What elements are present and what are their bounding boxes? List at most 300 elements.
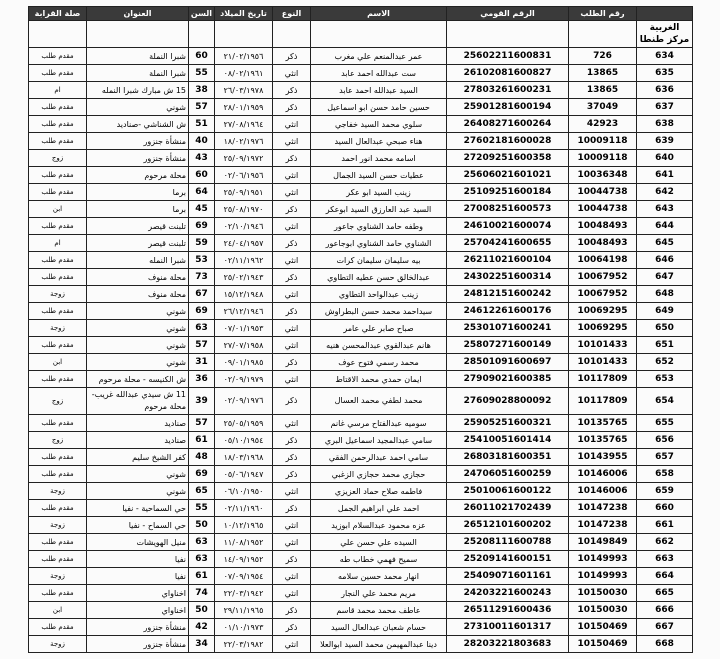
row-name: وطفه حامد الشناوي جاعور (311, 218, 447, 235)
row-name: زينب السيد ابو عكر (311, 184, 447, 201)
row-birthdate: ٢٥/٠٢/١٩٤٣ (215, 269, 273, 286)
row-age: 69 (189, 303, 215, 320)
table-row (29, 568, 693, 585)
row-request-no: 10150469 (569, 636, 637, 653)
row-seq: 644 (637, 218, 693, 235)
row-seq: 657 (637, 449, 693, 466)
row-birthdate: ١٠/١٢/١٩٦٥ (215, 517, 273, 534)
row-national-id: 25409071601161 (447, 568, 569, 585)
row-relation: مقدم طلب (29, 585, 87, 602)
row-address: شوني (87, 337, 189, 354)
row-birthdate: ١٥/١٢/١٩٤٨ (215, 286, 273, 303)
row-national-id: 24203221600243 (447, 585, 569, 602)
row-national-id: 26102081600827 (447, 65, 569, 82)
row-birthdate: ٠٢/١١/١٩٦٢ (215, 252, 273, 269)
table-row (29, 534, 693, 551)
row-birthdate: ٠٥/١٠/١٩٥٤ (215, 432, 273, 449)
table-row (29, 500, 693, 517)
row-name: اسامه محمد انور احمد (311, 150, 447, 167)
row-birthdate: ٢٢/٠٣/١٩٨٢ (215, 636, 273, 653)
row-request-no: 10150030 (569, 585, 637, 602)
row-seq: 655 (637, 415, 693, 432)
row-national-id: 25606021601021 (447, 167, 569, 184)
row-address: برما (87, 184, 189, 201)
row-age: 50 (189, 602, 215, 619)
header-address: العنوان (87, 7, 189, 21)
table-row (29, 65, 693, 82)
row-seq: 650 (637, 320, 693, 337)
row-seq: 648 (637, 286, 693, 303)
row-name: بيه سليمان سليمان كرات (311, 252, 447, 269)
row-age: 31 (189, 354, 215, 371)
row-gender: ذكر (273, 48, 311, 65)
row-relation: زوجة (29, 483, 87, 500)
row-gender: انثي (273, 320, 311, 337)
row-address: منيل الهويشات (87, 534, 189, 551)
row-name: هانم عبدالقوي عبدالمحسن هنيه (311, 337, 447, 354)
row-gender: ذكر (273, 82, 311, 99)
row-relation: زوجة (29, 568, 87, 585)
row-birthdate: ٢٨/٠١/١٩٥٩ (215, 99, 273, 116)
row-name: سوميه عبدالفتاح مرسي غانم (311, 415, 447, 432)
row-request-no: 10101433 (569, 354, 637, 371)
row-request-no: 10146006 (569, 483, 637, 500)
table-row (29, 320, 693, 337)
row-seq: 642 (637, 184, 693, 201)
row-name: ست عبدالله احمد عابد (311, 65, 447, 82)
row-request-no: 10147238 (569, 500, 637, 517)
row-birthdate: ٢٦/١٢/١٩٤٦ (215, 303, 273, 320)
row-name: انهار محمد حسين سلامه (311, 568, 447, 585)
row-request-no: 10009118 (569, 150, 637, 167)
row-address: شوني (87, 99, 189, 116)
row-name: محمد لطفي محمد العسال (311, 388, 447, 415)
table-row (29, 303, 693, 320)
row-name: حسام شعبان عبدالعال السيد (311, 619, 447, 636)
row-request-no: 10044738 (569, 201, 637, 218)
governorate-label: الغربية (649, 23, 680, 33)
row-request-no: 37049 (569, 99, 637, 116)
row-age: 63 (189, 551, 215, 568)
row-name: عزه محمود عبدالسلام ابوزيد (311, 517, 447, 534)
row-age: 67 (189, 286, 215, 303)
row-age: 43 (189, 150, 215, 167)
row-seq: 649 (637, 303, 693, 320)
row-seq: 659 (637, 483, 693, 500)
row-gender: ذكر (273, 466, 311, 483)
row-address: كفر الشيخ سليم (87, 449, 189, 466)
row-seq: 635 (637, 65, 693, 82)
row-age: 50 (189, 517, 215, 534)
row-birthdate: ٠٩/٠١/١٩٨٥ (215, 354, 273, 371)
table-row (29, 116, 693, 133)
row-age: 61 (189, 432, 215, 449)
row-gender: انثي (273, 184, 311, 201)
row-request-no: 10149993 (569, 568, 637, 585)
table-row (29, 619, 693, 636)
row-name: السيد عبدالله احمد عابد (311, 82, 447, 99)
row-address: نفيا (87, 568, 189, 585)
row-seq: 638 (637, 116, 693, 133)
row-relation: ابن (29, 354, 87, 371)
row-address: شبرا النملة (87, 48, 189, 65)
row-birthdate: ٠١/١٠/١٩٧٣ (215, 619, 273, 636)
row-request-no: 726 (569, 48, 637, 65)
row-address: منشأة جنزور (87, 619, 189, 636)
row-seq: 645 (637, 235, 693, 252)
row-birthdate: ١٨/٠٢/١٩٧٦ (215, 133, 273, 150)
row-relation: مقدم طلب (29, 551, 87, 568)
row-address: نفيا (87, 551, 189, 568)
row-request-no: 42923 (569, 116, 637, 133)
row-request-no: 13865 (569, 82, 637, 99)
row-relation: مقدم طلب (29, 65, 87, 82)
row-relation: مقدم طلب (29, 269, 87, 286)
row-relation: مقدم طلب (29, 500, 87, 517)
row-address: حي السماحية - نفيا (87, 500, 189, 517)
row-relation: ابن (29, 201, 87, 218)
row-birthdate: ٠٢/٠٩/١٩٧٦ (215, 388, 273, 415)
row-gender: ذكر (273, 449, 311, 466)
row-birthdate: ٢١/٠٢/١٩٥٦ (215, 48, 273, 65)
row-birthdate: ١١/٠٨/١٩٥٢ (215, 534, 273, 551)
row-relation: زوجة (29, 636, 87, 653)
row-relation: مقدم طلب (29, 48, 87, 65)
row-relation: مقدم طلب (29, 252, 87, 269)
row-national-id: 25301071600241 (447, 320, 569, 337)
governorate-cell (637, 21, 693, 48)
row-request-no: 10048493 (569, 235, 637, 252)
table-row (29, 167, 693, 184)
row-address: شوني (87, 466, 189, 483)
row-name: حجازي محمد حجازي الزغبي (311, 466, 447, 483)
row-national-id: 27008251600573 (447, 201, 569, 218)
row-seq: 658 (637, 466, 693, 483)
row-national-id: 26511291600436 (447, 602, 569, 619)
row-seq: 663 (637, 551, 693, 568)
row-age: 59 (189, 235, 215, 252)
row-age: 45 (189, 201, 215, 218)
row-seq: 667 (637, 619, 693, 636)
row-request-no: 10149993 (569, 551, 637, 568)
row-address: منشأة جنزور (87, 133, 189, 150)
row-seq: 666 (637, 602, 693, 619)
row-name: سلوي محمد السيد خفاجي (311, 116, 447, 133)
row-address: اخناواي (87, 602, 189, 619)
row-relation: مقدم طلب (29, 337, 87, 354)
row-national-id: 25901281600194 (447, 99, 569, 116)
row-address: محلة منوف (87, 269, 189, 286)
row-age: 63 (189, 320, 215, 337)
header-name: الاسم (311, 7, 447, 21)
row-national-id: 24302251600314 (447, 269, 569, 286)
row-address: شوني (87, 320, 189, 337)
table-row (29, 483, 693, 500)
row-gender: ذكر (273, 201, 311, 218)
row-gender: انثي (273, 483, 311, 500)
row-gender: انثي (273, 534, 311, 551)
row-gender: ذكر (273, 432, 311, 449)
row-national-id: 26011021702439 (447, 500, 569, 517)
row-gender: انثي (273, 65, 311, 82)
header-seq (637, 7, 693, 21)
row-age: 69 (189, 466, 215, 483)
row-address: منشأة جنزور (87, 150, 189, 167)
row-birthdate: ٠٢/١١/١٩٦٠ (215, 500, 273, 517)
row-gender: انثي (273, 218, 311, 235)
row-gender: انثي (273, 371, 311, 388)
table-row (29, 235, 693, 252)
row-request-no: 10117809 (569, 371, 637, 388)
row-request-no: 10147238 (569, 517, 637, 534)
row-address: شوني (87, 354, 189, 371)
row-national-id: 26408271600264 (447, 116, 569, 133)
row-national-id: 26211021600104 (447, 252, 569, 269)
row-name: ايمان حمدي محمد الاقتاط (311, 371, 447, 388)
row-relation: مقدم طلب (29, 116, 87, 133)
table-row (29, 150, 693, 167)
row-national-id: 24812151600242 (447, 286, 569, 303)
table-row (29, 551, 693, 568)
row-seq: 643 (637, 201, 693, 218)
row-name: فاطمه صلاح حماد العزيزي (311, 483, 447, 500)
row-seq: 668 (637, 636, 693, 653)
row-birthdate: ٢٩/١١/١٩٦٥ (215, 602, 273, 619)
row-age: 60 (189, 167, 215, 184)
row-age: 34 (189, 636, 215, 653)
row-relation: زوجة (29, 517, 87, 534)
row-relation: مقدم طلب (29, 184, 87, 201)
row-gender: انثي (273, 585, 311, 602)
row-gender: ذكر (273, 99, 311, 116)
row-relation: زوجة (29, 286, 87, 303)
row-address: 15 ش مبارك شبرا النمله (87, 82, 189, 99)
row-name: هناء صبحي عبدالعال السيد (311, 133, 447, 150)
row-address: اخناواي (87, 585, 189, 602)
row-birthdate: ٢٧/٠٧/١٩٥٨ (215, 337, 273, 354)
row-relation: ابن (29, 602, 87, 619)
row-age: 55 (189, 65, 215, 82)
row-gender: انثي (273, 252, 311, 269)
row-address: محلة مرحوم (87, 167, 189, 184)
row-request-no: 10150030 (569, 602, 637, 619)
row-relation: مقدم طلب (29, 415, 87, 432)
row-national-id: 27909021600385 (447, 371, 569, 388)
row-relation: ام (29, 235, 87, 252)
row-age: 38 (189, 82, 215, 99)
row-request-no: 10146006 (569, 466, 637, 483)
row-national-id: 26512101600202 (447, 517, 569, 534)
row-age: 57 (189, 415, 215, 432)
row-birthdate: ٠٢/٠٦/١٩٥٦ (215, 167, 273, 184)
row-age: 73 (189, 269, 215, 286)
row-address: 11 ش سيدي عبدالله غريب-محلة مرحوم (87, 388, 189, 415)
row-age: 64 (189, 184, 215, 201)
row-relation: مقدم طلب (29, 303, 87, 320)
row-birthdate: ٠٥/٠٦/١٩٤٧ (215, 466, 273, 483)
row-relation: زوج (29, 388, 87, 415)
table-row (29, 517, 693, 534)
header-relation: صلة القرابة (29, 7, 87, 21)
row-relation: زوجة (29, 320, 87, 337)
row-seq: 653 (637, 371, 693, 388)
row-request-no: 10069295 (569, 303, 637, 320)
row-gender: انثي (273, 286, 311, 303)
row-request-no: 10135765 (569, 432, 637, 449)
table-row (29, 432, 693, 449)
row-request-no: 10069295 (569, 320, 637, 337)
row-address: حي السماح - نفيا (87, 517, 189, 534)
row-name: عطيات حسن السيد الجمال (311, 167, 447, 184)
row-age: 36 (189, 371, 215, 388)
row-national-id: 25807271600149 (447, 337, 569, 354)
row-gender: ذكر (273, 354, 311, 371)
header-request-no: رقم الطلب (569, 7, 637, 21)
table-row (29, 201, 693, 218)
row-seq: 647 (637, 269, 693, 286)
row-name: عاطف محمد محمد قاسم (311, 602, 447, 619)
records-table (28, 6, 693, 653)
table-row (29, 602, 693, 619)
row-name: زينب عبدالواحد التطاوي (311, 286, 447, 303)
row-age: 57 (189, 99, 215, 116)
row-address: تلبنت قيصر (87, 218, 189, 235)
row-seq: 654 (637, 388, 693, 415)
row-name: سامي عبدالمجيد اسماعيل البري (311, 432, 447, 449)
row-gender: انثي (273, 415, 311, 432)
row-age: 69 (189, 218, 215, 235)
table-row (29, 371, 693, 388)
row-request-no: 13865 (569, 65, 637, 82)
row-gender: ذكر (273, 500, 311, 517)
row-relation: زوج (29, 432, 87, 449)
row-birthdate: ٢٥/٠٥/١٩٥٩ (215, 415, 273, 432)
row-national-id: 26803181600351 (447, 449, 569, 466)
row-request-no: 10064198 (569, 252, 637, 269)
row-seq: 636 (637, 82, 693, 99)
row-gender: انثي (273, 517, 311, 534)
row-birthdate: ٢٧/٠٨/١٩٦٤ (215, 116, 273, 133)
row-national-id: 25109251600184 (447, 184, 569, 201)
row-address: شوني (87, 303, 189, 320)
row-seq: 637 (637, 99, 693, 116)
row-name: عبدالخالق حسن عطيه التطاوي (311, 269, 447, 286)
row-birthdate: ٢٤/٠٤/١٩٥٧ (215, 235, 273, 252)
row-request-no: 10044738 (569, 184, 637, 201)
row-birthdate: ١٨/٠٣/١٩٦٨ (215, 449, 273, 466)
table-row (29, 184, 693, 201)
row-request-no: 10036348 (569, 167, 637, 184)
table-row (29, 585, 693, 602)
row-birthdate: ٠٢/٠٩/١٩٧٩ (215, 371, 273, 388)
row-request-no: 10009118 (569, 133, 637, 150)
row-national-id: 25905251600321 (447, 415, 569, 432)
row-address: شوني (87, 483, 189, 500)
row-name: سيداحمد محمد حسن البطراوش (311, 303, 447, 320)
table-row (29, 218, 693, 235)
row-address: صناديد (87, 432, 189, 449)
row-request-no: 10143955 (569, 449, 637, 466)
row-national-id: 24612261600176 (447, 303, 569, 320)
row-seq: 651 (637, 337, 693, 354)
row-name: دينا عبدالمهيمن محمد السيد ابوالعلا (311, 636, 447, 653)
row-relation: مقدم طلب (29, 466, 87, 483)
table-row (29, 415, 693, 432)
row-national-id: 27803261600231 (447, 82, 569, 99)
row-national-id: 27209251600358 (447, 150, 569, 167)
header-row (29, 7, 693, 21)
row-national-id: 25704241600655 (447, 235, 569, 252)
row-relation: ام (29, 82, 87, 99)
table-row (29, 48, 693, 65)
row-seq: 665 (637, 585, 693, 602)
row-relation: مقدم طلب (29, 619, 87, 636)
table-row (29, 286, 693, 303)
row-age: 53 (189, 252, 215, 269)
row-seq: 646 (637, 252, 693, 269)
row-seq: 661 (637, 517, 693, 534)
row-address: شبرا النمله (87, 252, 189, 269)
row-birthdate: ٠٨/٠٢/١٩٦١ (215, 65, 273, 82)
row-name: السيد عبد العارزق السيد ابوعكر (311, 201, 447, 218)
table-row (29, 99, 693, 116)
row-name: صباح صابر علي عامر (311, 320, 447, 337)
row-gender: ذكر (273, 602, 311, 619)
row-national-id: 25602211600831 (447, 48, 569, 65)
row-seq: 639 (637, 133, 693, 150)
table-row (29, 354, 693, 371)
row-birthdate: ٠٧/٠٩/١٩٥٤ (215, 568, 273, 585)
row-seq: 662 (637, 534, 693, 551)
table-row (29, 466, 693, 483)
row-age: 74 (189, 585, 215, 602)
table-row (29, 449, 693, 466)
row-national-id: 27602181600028 (447, 133, 569, 150)
row-address: منشأة جنزور (87, 636, 189, 653)
row-relation: مقدم طلب (29, 371, 87, 388)
row-gender: ذكر (273, 303, 311, 320)
row-birthdate: ٢٥/٠٨/١٩٧٠ (215, 201, 273, 218)
row-name: عمر عبدالمنعم علي مغرب (311, 48, 447, 65)
row-age: 39 (189, 388, 215, 415)
row-seq: 634 (637, 48, 693, 65)
row-request-no: 10135765 (569, 415, 637, 432)
row-age: 63 (189, 534, 215, 551)
row-address: ش الكنيسه - محلة مرحوم (87, 371, 189, 388)
row-relation: مقدم طلب (29, 534, 87, 551)
center-label: مركز طنطا (639, 35, 690, 45)
row-name: الشناوي حامد الشناوي ابوجاعور (311, 235, 447, 252)
row-name: سامي احمد عبدالرحمن الفقي (311, 449, 447, 466)
row-relation: مقدم طلب (29, 218, 87, 235)
row-seq: 640 (637, 150, 693, 167)
table-row (29, 252, 693, 269)
table-row (29, 133, 693, 150)
row-age: 51 (189, 116, 215, 133)
row-national-id: 27310011601317 (447, 619, 569, 636)
row-gender: انثي (273, 568, 311, 585)
row-gender: انثي (273, 116, 311, 133)
row-name: محمد رسمي فتوح عوف (311, 354, 447, 371)
table-row (29, 269, 693, 286)
row-age: 48 (189, 449, 215, 466)
row-national-id: 25010061600122 (447, 483, 569, 500)
row-gender: انثي (273, 133, 311, 150)
row-seq: 652 (637, 354, 693, 371)
row-age: 65 (189, 483, 215, 500)
header-age: السن (189, 7, 215, 21)
row-request-no: 10149849 (569, 534, 637, 551)
